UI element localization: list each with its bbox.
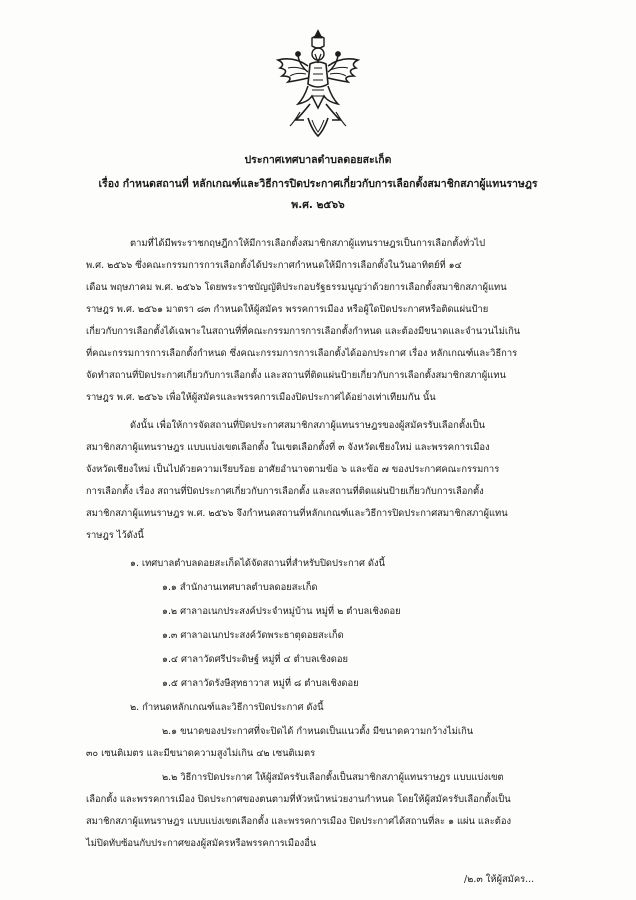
paragraph-line: เดือน พฤษภาคม พ.ศ. ๒๕๖๖ โดยพระราชบัญญัติประกอบรัฐธรรมนูญว่าด้วยการเลือกตั้งสมาชิกสภาผู้แทน xyxy=(86,282,507,293)
paragraph-line: สมาชิกสภาผู้แทนราษฎร แบบแบ่งเขตเลือกตั้ง ในเขตเลือกตั้งที่ ๓ จังหวัดเชียงใหม่ และพรรคการเมือง xyxy=(86,442,490,453)
paragraph-line: การเลือกตั้ง เรื่อง สถานที่ปิดประกาศเกี่ยวกับการเลือกตั้ง และสถานที่ติดแผ่นป้ายเกี่ยวกับการเลือกตั้ง xyxy=(86,486,484,497)
paragraph-line: จัดทำสถานที่ปิดประกาศเกี่ยวกับการเลือกตั้ง และสถานที่ติดแผ่นป้ายเกี่ยวกับการเลือกตั้งสมาชิกสภาผู้แทน xyxy=(86,370,506,381)
paragraph-line: เกี่ยวกับการเลือกตั้งได้เฉพาะในสถานที่ที่คณะกรรมการการเลือกตั้งกำหนด และต้องมีขนาดและจำนวนไม่เกิน xyxy=(86,326,521,337)
list-item: ๑.๓ ศาลาอเนกประสงค์วัดพระธาตุดอยสะเก็ด xyxy=(162,630,344,641)
paragraph-line: ๒.๑ ขนาดของประกาศที่จะปิดได้ กำหนดเป็นแนวตั้ง มีขนาดความกว้างไม่เกิน xyxy=(162,726,474,737)
paragraph-line: ราษฎร พ.ศ. ๒๕๖๑ มาตรา ๘๓ กำหนดให้ผู้สมัคร พรรคการเมือง หรือผู้ใดปิดประกาศหรือติดแผ่นป้าย xyxy=(86,304,489,315)
continuation-reference: /๒.๓ ให้ผู้สมัคร... xyxy=(464,874,535,885)
paragraph-line: ๒.๒ วิธีการปิดประกาศ ให้ผู้สมัครรับเลือกตั้งเป็นสมาชิกสภาผู้แทนราษฎร แบบแบ่งเขต xyxy=(162,772,504,783)
paragraph-line: เลือกตั้ง และพรรคการเมือง ปิดประกาศของตนตามที่หัวหน้าหน่วยงานกำหนด โดยให้ผู้สมัครรับเลือกตั้งเป็น xyxy=(86,794,511,805)
paragraph-line: จังหวัดเชียงใหม่ เป็นไปด้วยความเรียบร้อย อาศัยอำนาจตามข้อ ๖ และข้อ ๗ ของประกาศคณะกรรมการ xyxy=(86,464,500,475)
paragraph-line: ราษฎร พ.ศ. ๒๕๖๖ เพื่อให้ผู้สมัครและพรรคการเมืองปิดประกาศได้อย่างเท่าเทียมกัน นั้น xyxy=(86,392,436,403)
paragraph-line: ดังนั้น เพื่อให้การจัดสถานที่ปิดประกาศสมาชิกสภาผู้แทนราษฎรของผู้สมัครรับเลือกตั้งเป็น xyxy=(130,420,486,431)
list-item: ๑.๕ ศาลาวัดรังษีสุทธาวาส หมู่ที่ ๘ ตำบลเชิงดอย xyxy=(162,678,359,689)
list-item: ๑.๒ ศาลาอเนกประสงค์ประจำหมู่บ้าน หมู่ที่ ๒ ตำบลเชิงดอย xyxy=(162,606,401,617)
paragraph-line: พ.ศ. ๒๕๖๖ ซึ่งคณะกรรมการการเลือกตั้งได้ประกาศกำหนดให้มีการเลือกตั้งในวันอาทิตย์ที่ ๑๔ xyxy=(86,260,462,271)
paragraph-line: ที่คณะกรรมการการเลือกตั้งกำหนด ซึ่งคณะกรรมการการเลือกตั้งได้ออกประกาศ เรื่อง หลักเกณฑ์และวิธีการ xyxy=(86,348,518,359)
list-item: ๑.๔ ศาลาวัดศรีประดิษฐ์ หมู่ที่ ๔ ตำบลเชิงดอย xyxy=(162,654,349,665)
paragraph-line: ตามที่ได้มีพระราชกฤษฎีกาให้มีการเลือกตั้งสมาชิกสภาผู้แทนราษฎรเป็นการเลือกตั้งทั่วไป xyxy=(130,238,486,249)
paragraph-line: สมาชิกสภาผู้แทนราษฎร แบบแบ่งเขตเลือกตั้ง และพรรคการเมือง ปิดประกาศได้สถานที่ละ ๑ แผ่น และต้อง xyxy=(86,816,512,827)
garuda-emblem-icon xyxy=(268,26,368,140)
paragraph-line: ๓๐ เซนติเมตร และมีขนาดความสูงไม่เกิน ๔๒ เซนติเมตร xyxy=(86,748,316,759)
document-title: ประกาศเทศบาลตำบลดอยสะเก็ด xyxy=(244,154,392,166)
section-heading: ๒. กำหนดหลักเกณฑ์และวิธีการปิดประกาศ ดังนี้ xyxy=(130,702,324,713)
paragraph-line: สมาชิกสภาผู้แทนราษฎร พ.ศ. ๒๕๖๖ จึงกำหนดสถานที่หลักเกณฑ์และวิธีการปิดประกาศสมาชิกสภาผู้แทน xyxy=(86,508,508,519)
section-heading: ๑. เทศบาลตำบลดอยสะเก็ดได้จัดสถานที่สำหรับปิดประกาศ ดังนี้ xyxy=(130,558,385,569)
document-year: พ.ศ. ๒๕๖๖ xyxy=(291,199,345,211)
paragraph-line: ไม่ปิดทับซ้อนกับประกาศของผู้สมัครหรือพรรคการเมืองอื่น xyxy=(86,838,317,849)
paragraph-line: ราษฎร ไว้ดังนี้ xyxy=(86,530,144,541)
list-item: ๑.๑ สำนักงานเทศบาลตำบลดอยสะเก็ด xyxy=(162,582,318,593)
document-subject: เรื่อง กำหนดสถานที่ หลักเกณฑ์และวิธีการปิดประกาศเกี่ยวกับการเลือกตั้งสมาชิกสภาผู้แทนราษฎร xyxy=(98,178,538,190)
